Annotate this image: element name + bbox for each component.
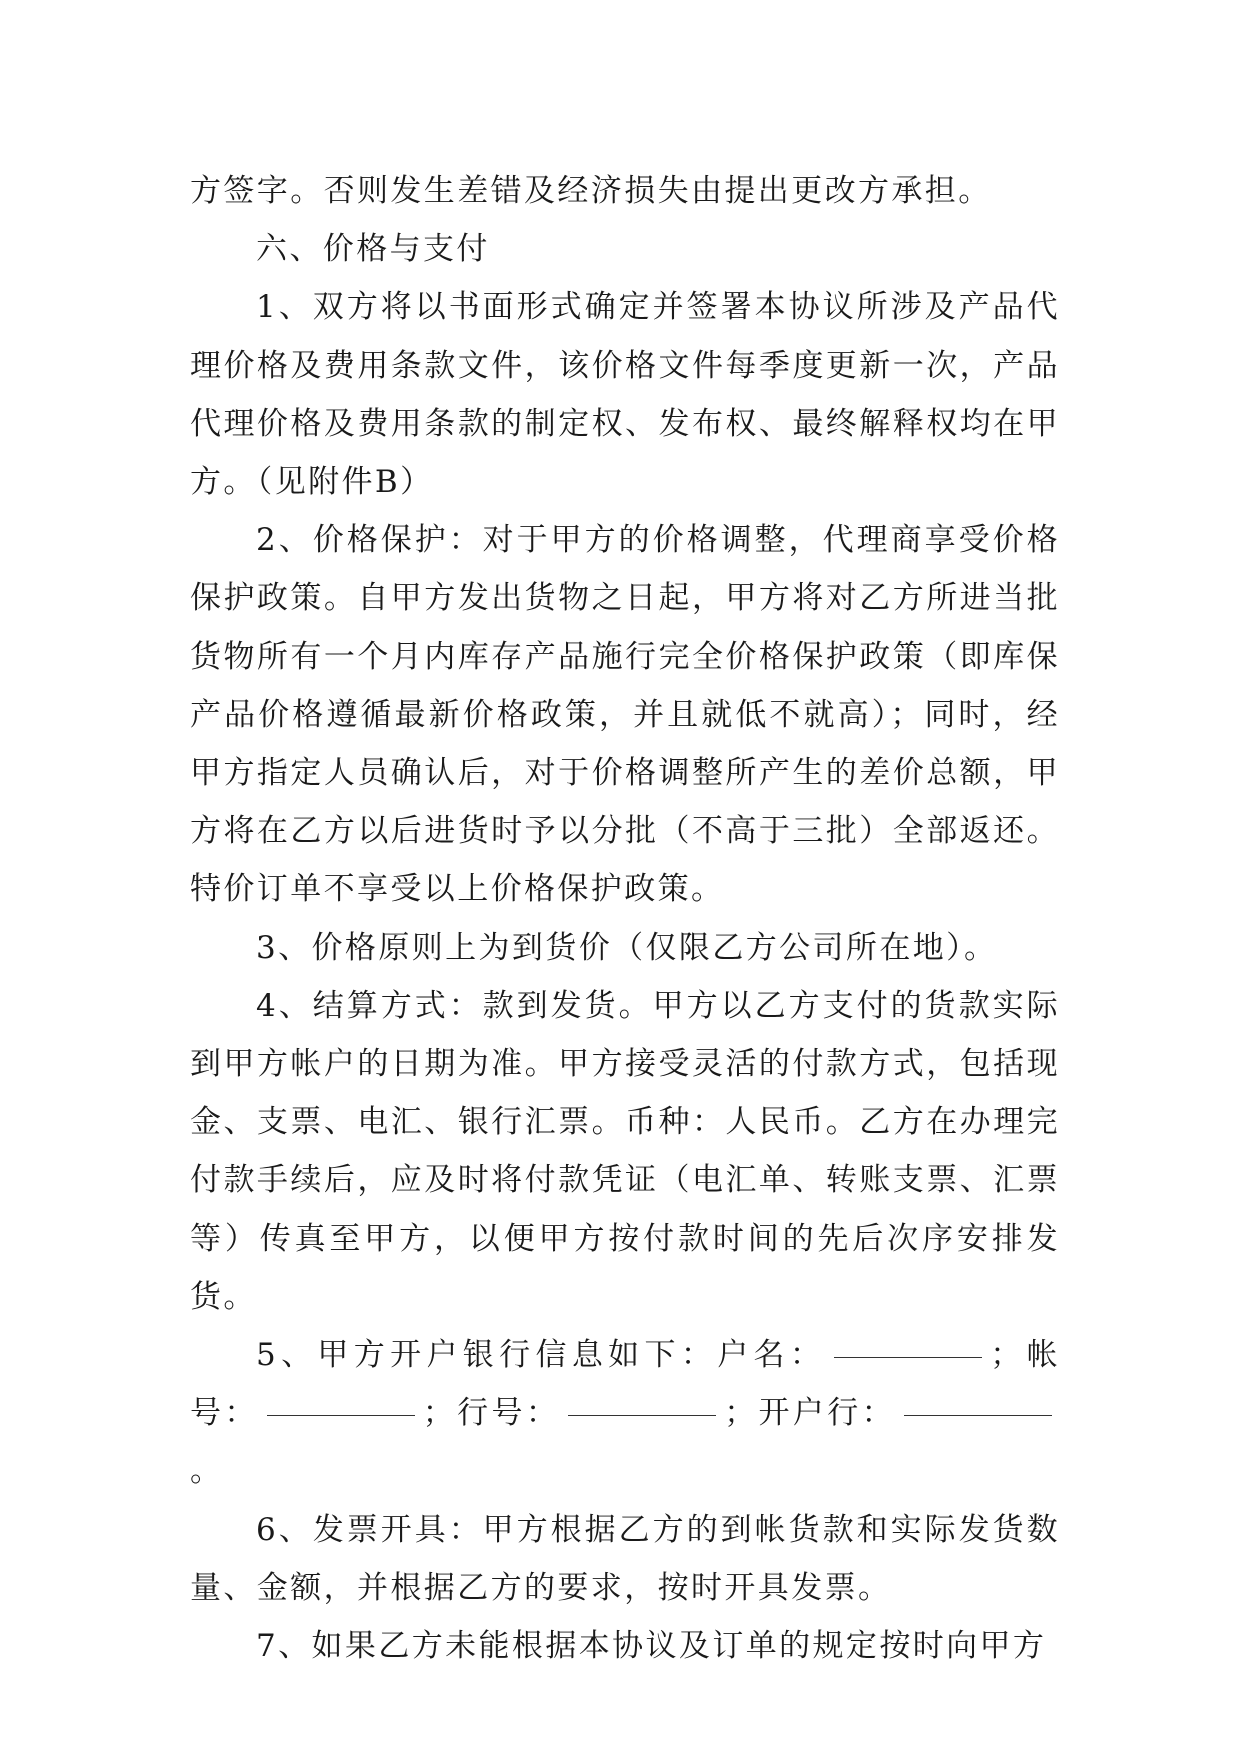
bank-name-blank bbox=[904, 1414, 1052, 1416]
clause-6-invoicing: 6、发票开具：甲方根据乙方的到帐货款和实际发货数量、金额，并根据乙方的要求，按时开具发票。 bbox=[190, 1511, 1060, 1606]
bank-number-label: ；行号： bbox=[422, 1395, 561, 1432]
bank-info-end: 。 bbox=[190, 1453, 224, 1490]
clause-7-partial: 7、如果乙方未能根据本协议及订单的规定按时向甲方 bbox=[256, 1628, 1047, 1665]
clause-3-delivered-price: 3、价格原则上为到货价（仅限乙方公司所在地）。 bbox=[256, 929, 998, 966]
clause-1-pricing-documents: 1、双方将以书面形式确定并签署本协议所涉及产品代理价格及费用条款文件，该价格文件每季度更新一次，产品代理价格及费用条款的制定权、发布权、最终解释权均在甲方。（见附件B） bbox=[190, 289, 1060, 501]
bank-info-intro: 5、甲方开户银行信息如下：户名： bbox=[256, 1337, 827, 1374]
paragraph-continuation: 方签字。否则发生差错及经济损失由提出更改方承担。 bbox=[190, 173, 992, 209]
clause-5-bank-info bbox=[190, 1326, 1060, 1501]
bank-number-blank bbox=[568, 1414, 716, 1416]
account-number-label: ；帐号： bbox=[190, 1337, 1060, 1432]
section-heading-price-payment: 六、价格与支付 bbox=[256, 231, 490, 268]
account-number-blank bbox=[267, 1414, 415, 1416]
account-name-blank bbox=[834, 1356, 982, 1358]
clause-2-price-protection: 2、价格保护：对于甲方的价格调整，代理商享受价格保护政策。自甲方发出货物之日起，甲方将对乙方所进当批货物所有一个月内库存产品施行完全价格保护政策（即库保产品价格遵循最新价格政策，并且就低不就高）；同时，经甲方指定人员确认后，对于价格调整所产生的差价总额，甲方将在乙方以后进货时予以分批（不高于三批）全部返还。特价订单不享受以上价格保护政策。 bbox=[190, 522, 1060, 908]
document-page bbox=[190, 162, 1060, 1675]
bank-name-label: ；开户行： bbox=[724, 1395, 896, 1432]
clause-4-settlement: 4、结算方式：款到发货。甲方以乙方支付的货款实际到甲方帐户的日期为准。甲方接受灵活的付款方式，包括现金、支票、电汇、银行汇票。币种：人民币。乙方在办理完付款手续后，应及时将付款凭证（电汇单、转账支票、汇票等）传真至甲方，以便甲方按付款时间的先后次序安排发货。 bbox=[190, 987, 1060, 1315]
